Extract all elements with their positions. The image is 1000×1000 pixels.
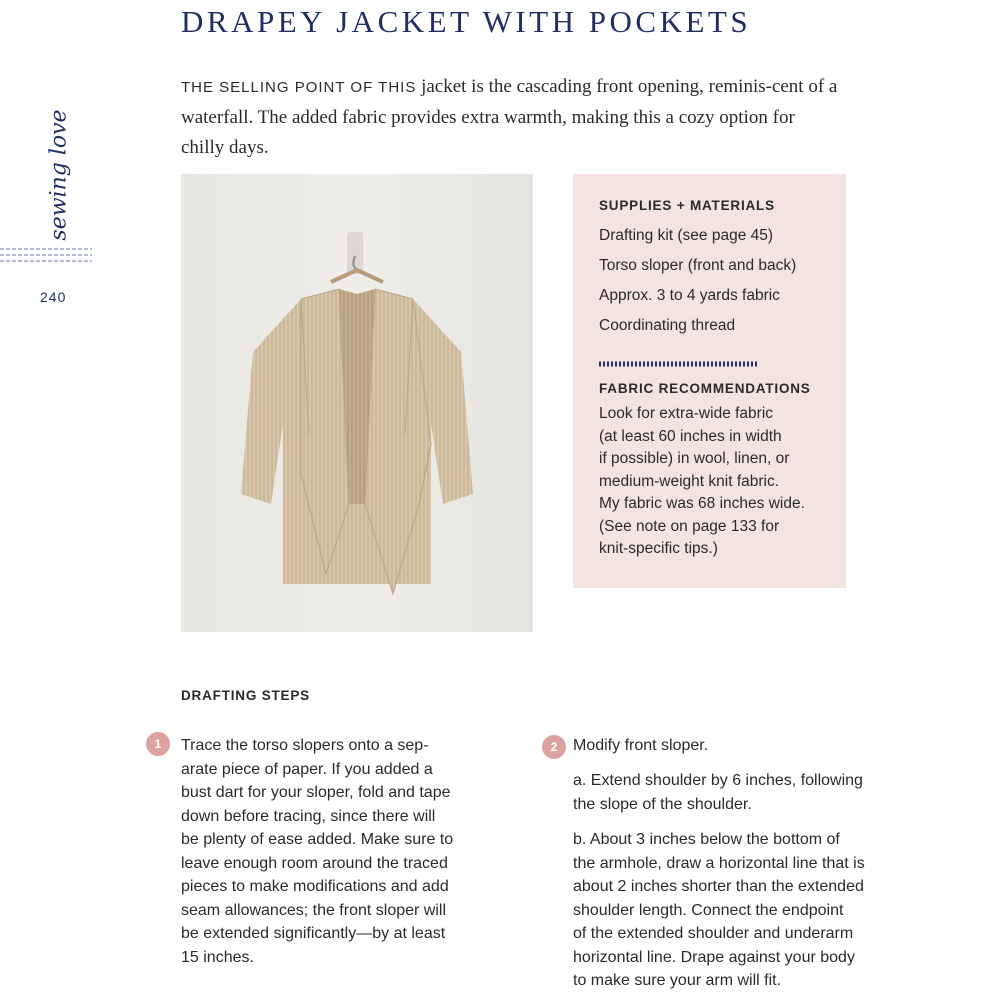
step-line: b. About 3 inches below the bottom of [573, 831, 840, 848]
step-line: of the extended shoulder and underarm [573, 925, 854, 942]
intro-lead: THE SELLING POINT OF THIS [181, 79, 417, 96]
fabric-line: Look for extra-wide fabric [599, 405, 774, 422]
supplies-heading: SUPPLIES + MATERIALS [599, 198, 775, 213]
step-2-badge: 2 [542, 735, 566, 759]
step-line: pieces to make modifications and add [181, 878, 449, 895]
intro-text: jacket is the cascading front opening, reminis-cent of a waterfall. The added fabric provides extra warmth, making this a cozy option for chilly days. [181, 76, 838, 158]
page-title: DRAPEY JACKET WITH POCKETS [181, 4, 752, 39]
supplies-list [599, 221, 832, 341]
fabric-line: My fabric was 68 inches wide. [599, 495, 805, 512]
jacket-illustration [181, 174, 533, 632]
step-line: seam allowances; the front sloper will [181, 901, 447, 919]
step-2-title: Modify front sloper. [573, 737, 709, 754]
step-line: be extended significantly—by at least [181, 925, 446, 942]
step-line: the slope of the shoulder. [573, 795, 752, 813]
step-line: the armhole, draw a horizontal line that is [573, 854, 865, 872]
sidebar-script-logo [34, 110, 84, 240]
step-1-text [181, 734, 501, 969]
fabric-line: medium-weight knit fabric. [599, 472, 780, 490]
step-2-sub-b [573, 828, 903, 993]
fabric-recommendations [599, 403, 832, 561]
step-line: horizontal line. Drape against your body [573, 948, 855, 966]
supply-item: Coordinating thread [599, 317, 736, 334]
page-number: 240 [40, 289, 67, 305]
fabric-line: knit-specific tips.) [599, 540, 718, 557]
step-line: about 2 inches shorter than the extended [573, 878, 864, 895]
step-line: bust dart for your sloper, fold and tape [181, 784, 451, 801]
step-line: be plenty of ease added. Make sure to [181, 831, 454, 848]
step-line: down before tracing, since there will [181, 807, 436, 825]
step-line: shoulder length. Connect the endpoint [573, 901, 844, 919]
stitch-divider-icon [599, 359, 759, 369]
script-text: sewing love [46, 109, 72, 241]
dashed-divider-icon [0, 246, 96, 266]
step-line: to make sure your arm will fit. [573, 972, 782, 989]
intro-paragraph [181, 72, 841, 163]
supply-item: Torso sloper (front and back) [599, 257, 797, 274]
step-line: arate piece of paper. If you added a [181, 760, 433, 778]
jacket-photo [181, 174, 533, 632]
step-line: Trace the torso slopers onto a sep- [181, 737, 429, 754]
step-2-sub-a [573, 769, 903, 816]
fabric-heading: FABRIC RECOMMENDATIONS [599, 381, 811, 396]
supply-item: Approx. 3 to 4 yards fabric [599, 287, 780, 304]
drafting-heading: DRAFTING STEPS [181, 688, 310, 703]
step-line: leave enough room around the traced [181, 854, 448, 872]
supplies-panel [573, 174, 846, 588]
fabric-line: (at least 60 inches in width [599, 427, 782, 445]
supply-item: Drafting kit (see page 45) [599, 227, 774, 244]
step-1-badge: 1 [146, 732, 170, 756]
fabric-line: if possible) in wool, linen, or [599, 450, 790, 467]
step-line: a. Extend shoulder by 6 inches, following [573, 772, 863, 789]
step-line: 15 inches. [181, 948, 254, 966]
fabric-line: (See note on page 133 for [599, 517, 780, 535]
